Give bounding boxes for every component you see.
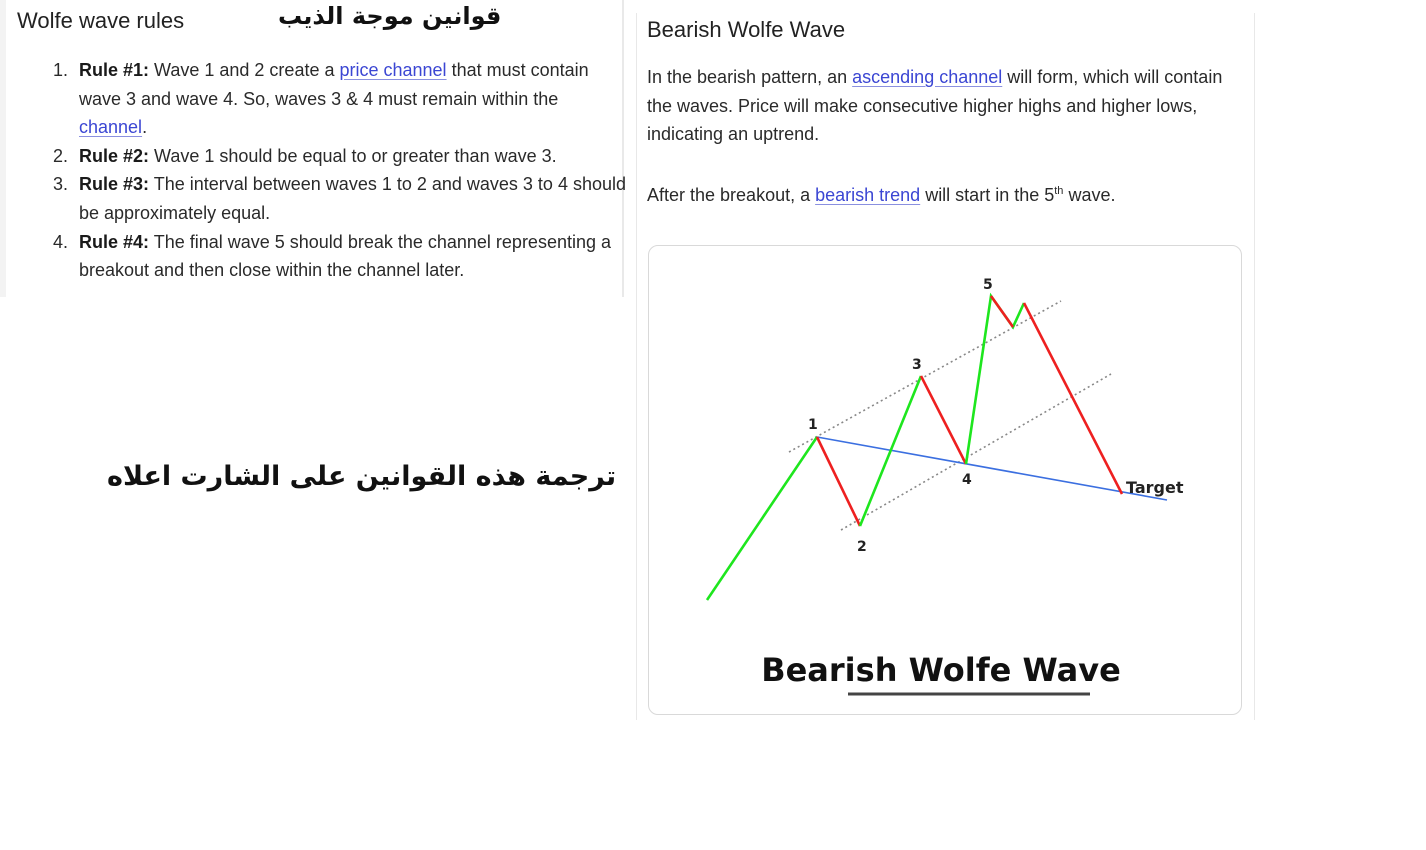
rule-label: Rule #1: — [79, 60, 150, 80]
breakout-paragraph: After the breakout, a bearish trend will start in the 5th wave. — [647, 185, 1116, 205]
wave-2-3 — [860, 376, 921, 526]
rules-panel — [0, 0, 624, 297]
diagram-title: Bearish Wolfe Wave — [761, 651, 1121, 689]
intro-paragraph: In the bearish pattern, an ascending channel will form, which will contain the waves. Price will make consecutive higher highs and higher lows, indicating an uptrend. — [647, 67, 1223, 145]
wolfe-wave-diagram — [648, 245, 1242, 715]
price-channel-link[interactable]: price channel — [339, 60, 447, 80]
lead-in-wave — [707, 437, 817, 600]
article-heading: Bearish Wolfe Wave — [647, 17, 846, 42]
rule-label: Rule #4: — [79, 231, 150, 252]
diagram-canvas — [649, 246, 1242, 715]
wave-5-breakdown — [1024, 303, 1122, 494]
target-label: Target — [1126, 478, 1184, 497]
rule-item: 2. Rule #2: Wave 1 should be equal to or greater than wave 3. — [73, 142, 628, 171]
rules-list — [53, 56, 628, 285]
arabic-note: ترجمة هذه القوانين على الشارت اعلاه — [107, 461, 617, 492]
article-panel — [636, 13, 1255, 720]
bearish-trend-link[interactable]: bearish trend — [815, 185, 921, 205]
wave-label-5: 5 — [983, 277, 993, 293]
ascending-channel-link[interactable]: ascending channel — [852, 67, 1003, 87]
wave-label-2: 2 — [857, 539, 867, 555]
wave-3-4 — [921, 376, 966, 464]
rule-label: Rule #2: — [79, 145, 150, 166]
arabic-heading: قوانين موجة الذيب — [278, 2, 502, 30]
rule-item: 4. Rule #4: The final wave 5 should break the channel representing a breakout and then close within the channel later. — [73, 228, 628, 285]
wave-label-4: 4 — [962, 472, 972, 488]
wave-4-5 — [966, 296, 1024, 464]
channel-link[interactable]: channel — [79, 117, 143, 138]
wave-1-2 — [817, 437, 860, 526]
wave-label-1: 1 — [808, 417, 818, 433]
rule-item: 1. Rule #1: Wave 1 and 2 create a price channel that must contain wave 3 and wave 4. So, waves 3 & 4 must remain within the channel. — [73, 56, 628, 142]
rule-label: Rule #3: — [79, 174, 150, 195]
wave-label-3: 3 — [912, 357, 922, 373]
upper-channel-line — [789, 301, 1061, 452]
wave-5-target — [991, 296, 1013, 327]
rule-item: 3. Rule #3: The interval between waves 1 to 2 and waves 3 to 4 should be approximately equal. — [73, 170, 628, 227]
rules-heading: Wolfe wave rules — [17, 8, 185, 33]
target-line — [817, 437, 1167, 500]
